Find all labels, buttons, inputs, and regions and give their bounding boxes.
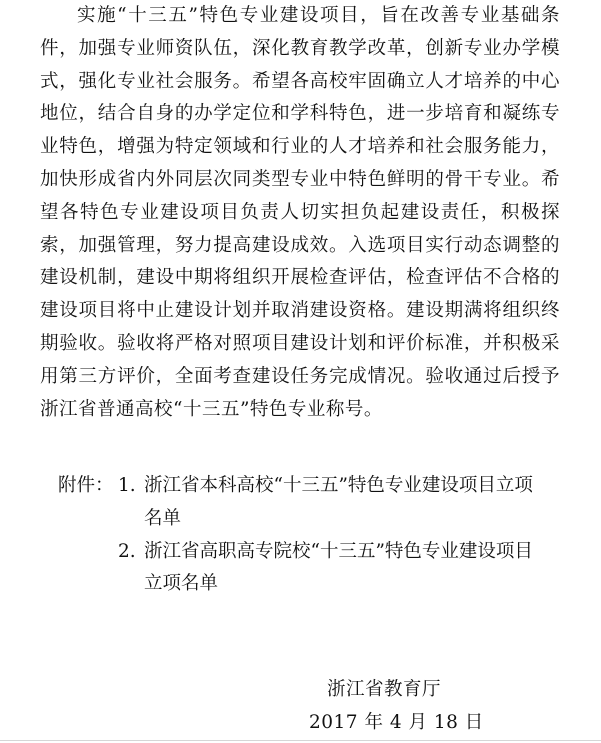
main-paragraph: 实施“十三五”特色专业建设项目，旨在改善专业基础条件，加强专业师资队伍，深化教育教学改革，创新专业办学模式，强化专业社会服务。希望各高校牢固确立人才培养的中心地位，结合自身的办学定位和学科特色，进一步培育和凝练专业特色，增强为特定领域和行业的人才培养和社会服务能力，加快形成省内外同层次同类型专业中特色鲜明的骨干专业。希望各特色专业建设项目负责人切实担负起建设责任，积极探索，加强管理，努力提高建设成效。入选项目实行动态调整的建设机制，建设中期将组织开展检查评估，检查评估不合格的建设项目将中止建设计划并取消建设资格。建设期满将组织终期验收。验收将严格对照项目建设计划和评价标准，并积极采用第三方评价，全面考查建设任务完成情况。验收通过后授予浙江省普通高校“十三五”特色专业称号。 xyxy=(40,5,560,420)
attachment-title: 浙江省本科高校“十三五”特色专业建设项目立项名单 xyxy=(144,475,533,529)
attachment-number: 1. xyxy=(118,475,136,496)
attachment-item-1 xyxy=(58,470,558,536)
attachment-title: 浙江省高职高专院校“十三五”特色专业建设项目立项名单 xyxy=(144,540,533,595)
page-divider xyxy=(0,740,601,741)
attachments-label: 附件： xyxy=(58,475,114,496)
attachments-section xyxy=(58,470,558,601)
attachment-number: 2. xyxy=(118,540,136,562)
attachment-item-2 xyxy=(118,536,558,602)
signature-organization: 浙江省教育厅 xyxy=(327,679,442,700)
signature-date: 2017 年 4 月 18 日 xyxy=(309,712,484,733)
